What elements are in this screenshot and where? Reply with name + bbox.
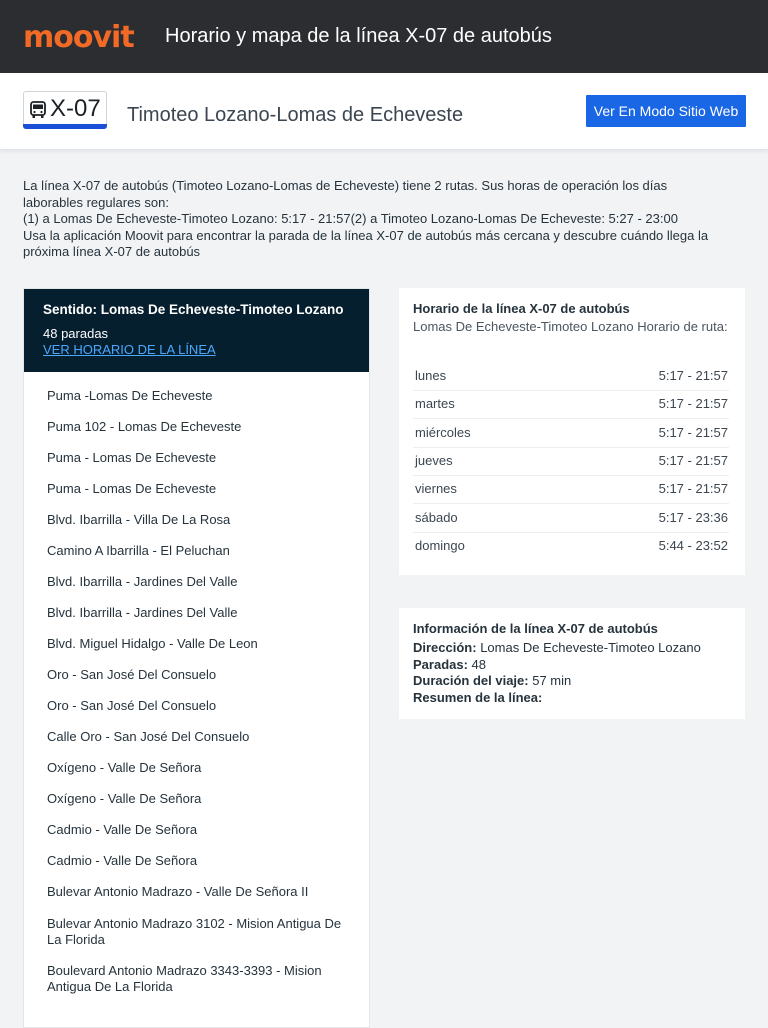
schedule-subtitle: Lomas De Echeveste-Timoteo Lozano Horario de ruta: xyxy=(413,319,728,334)
stop-item[interactable]: Blvd. Miguel Hidalgo - Valle De Leon xyxy=(47,636,258,651)
stop-item[interactable]: Bulevar Antonio Madrazo - Valle De Señora II xyxy=(47,884,309,899)
schedule-day: jueves xyxy=(415,453,453,468)
schedule-hours: 5:44 - 23:52 xyxy=(658,538,728,553)
line-header xyxy=(0,73,768,150)
schedule-title: Horario de la línea X-07 de autobús xyxy=(413,301,630,316)
page-title: Horario y mapa de la línea X-07 de autobús xyxy=(165,25,552,47)
stop-item[interactable]: Puma - Lomas De Echeveste xyxy=(47,481,217,496)
schedule-day: martes xyxy=(415,396,455,411)
direction-header xyxy=(24,289,369,372)
stop-item[interactable]: Cadmio - Valle De Señora xyxy=(47,822,198,837)
schedule-row xyxy=(413,504,729,533)
line-color-stripe xyxy=(23,124,107,129)
stop-item[interactable]: Puma -Lomas De Echeveste xyxy=(47,388,213,403)
schedule-hours: 5:17 - 21:57 xyxy=(658,453,728,468)
moovit-logo[interactable]: moovit xyxy=(23,20,134,55)
schedule-day: miércoles xyxy=(415,425,471,440)
stop-item[interactable]: Oro - San José Del Consuelo xyxy=(47,667,217,682)
stop-item[interactable]: Bulevar Antonio Madrazo 3102 - Mision Antigua De La Florida xyxy=(47,916,342,947)
stop-item[interactable]: Oxígeno - Valle De Señora xyxy=(47,791,202,806)
intro-text xyxy=(23,178,745,261)
info-stops xyxy=(413,657,486,673)
intro-line: Usa la aplicación Moovit para encontrar la parada de la línea X-07 de autobús más cercana y descubre cuándo llega la xyxy=(23,227,709,243)
info-value: 48 xyxy=(471,657,487,672)
info-value: 57 min xyxy=(532,673,572,688)
line-info-card xyxy=(399,608,745,719)
schedule-day: lunes xyxy=(415,368,447,383)
view-website-button[interactable]: Ver En Modo Sitio Web xyxy=(586,95,746,127)
schedule-row xyxy=(413,419,729,448)
stop-item[interactable]: Blvd. Ibarrilla - Villa De La Rosa xyxy=(47,512,231,527)
schedule-day: sábado xyxy=(415,510,458,525)
stop-item[interactable]: Puma - Lomas De Echeveste xyxy=(47,450,217,465)
stop-item[interactable]: Blvd. Ibarrilla - Jardines Del Valle xyxy=(47,605,238,620)
info-direction xyxy=(413,640,701,656)
stop-item[interactable]: Calle Oro - San José Del Consuelo xyxy=(47,729,250,744)
schedule-hours: 5:17 - 21:57 xyxy=(658,481,728,496)
line-badge xyxy=(23,91,107,129)
info-summary xyxy=(413,690,542,706)
info-label: Resumen de la línea: xyxy=(413,690,543,705)
schedule-row xyxy=(413,390,729,419)
stop-item[interactable]: Blvd. Ibarrilla - Jardines Del Valle xyxy=(47,574,238,589)
intro-line: laborables regulares son: xyxy=(23,194,169,210)
line-code: X-07 xyxy=(50,95,101,122)
stop-item[interactable]: Boulevard Antonio Madrazo 3343-3393 - Mision Antigua De La Florida xyxy=(47,963,322,994)
bus-icon xyxy=(30,101,46,119)
schedule-day: domingo xyxy=(415,538,465,553)
schedule-hours: 5:17 - 21:57 xyxy=(658,368,728,383)
schedule-row xyxy=(413,447,729,476)
info-label: Dirección: xyxy=(413,640,477,655)
view-schedule-link[interactable]: VER HORARIO DE LA LÍNEA xyxy=(43,342,216,357)
stop-item[interactable]: Puma 102 - Lomas De Echeveste xyxy=(47,419,242,434)
intro-line: La línea X-07 de autobús (Timoteo Lozano-Lomas de Echeveste) tiene 2 rutas. Sus horas de operación los días xyxy=(23,178,668,193)
intro-line: próxima línea X-07 de autobús xyxy=(23,244,201,259)
top-bar xyxy=(0,0,768,73)
info-duration xyxy=(413,673,571,689)
info-label: Duración del viaje: xyxy=(413,673,529,688)
schedule-hours: 5:17 - 21:57 xyxy=(658,396,728,411)
stops-panel xyxy=(23,288,370,1028)
stop-item[interactable]: Oro - San José Del Consuelo xyxy=(47,698,217,713)
schedule-row xyxy=(413,475,729,504)
schedule-row xyxy=(413,362,729,391)
stop-item[interactable]: Cadmio - Valle De Señora xyxy=(47,853,198,868)
schedule-row xyxy=(413,532,729,560)
info-value: Lomas De Echeveste-Timoteo Lozano xyxy=(480,640,701,655)
line-name: Timoteo Lozano-Lomas de Echeveste xyxy=(127,104,464,126)
direction-title: Sentido: Lomas De Echeveste-Timoteo Lozano xyxy=(43,302,344,317)
stop-item[interactable]: Oxígeno - Valle De Señora xyxy=(47,760,202,775)
info-title: Información de la línea X-07 de autobús xyxy=(413,621,658,636)
schedule-hours: 5:17 - 21:57 xyxy=(658,425,728,440)
stop-item[interactable]: Camino A Ibarrilla - El Peluchan xyxy=(47,543,230,558)
intro-line: (1) a Lomas De Echeveste-Timoteo Lozano: 5:17 - 21:57(2) a Timoteo Lozano-Lomas De Echeveste: 5:27 - 23:00 xyxy=(23,211,678,226)
schedule-card xyxy=(399,288,745,575)
schedule-day: viernes xyxy=(415,481,457,496)
schedule-hours: 5:17 - 23:36 xyxy=(658,510,728,525)
info-label: Paradas: xyxy=(413,657,468,672)
stop-count: 48 paradas xyxy=(43,326,109,341)
